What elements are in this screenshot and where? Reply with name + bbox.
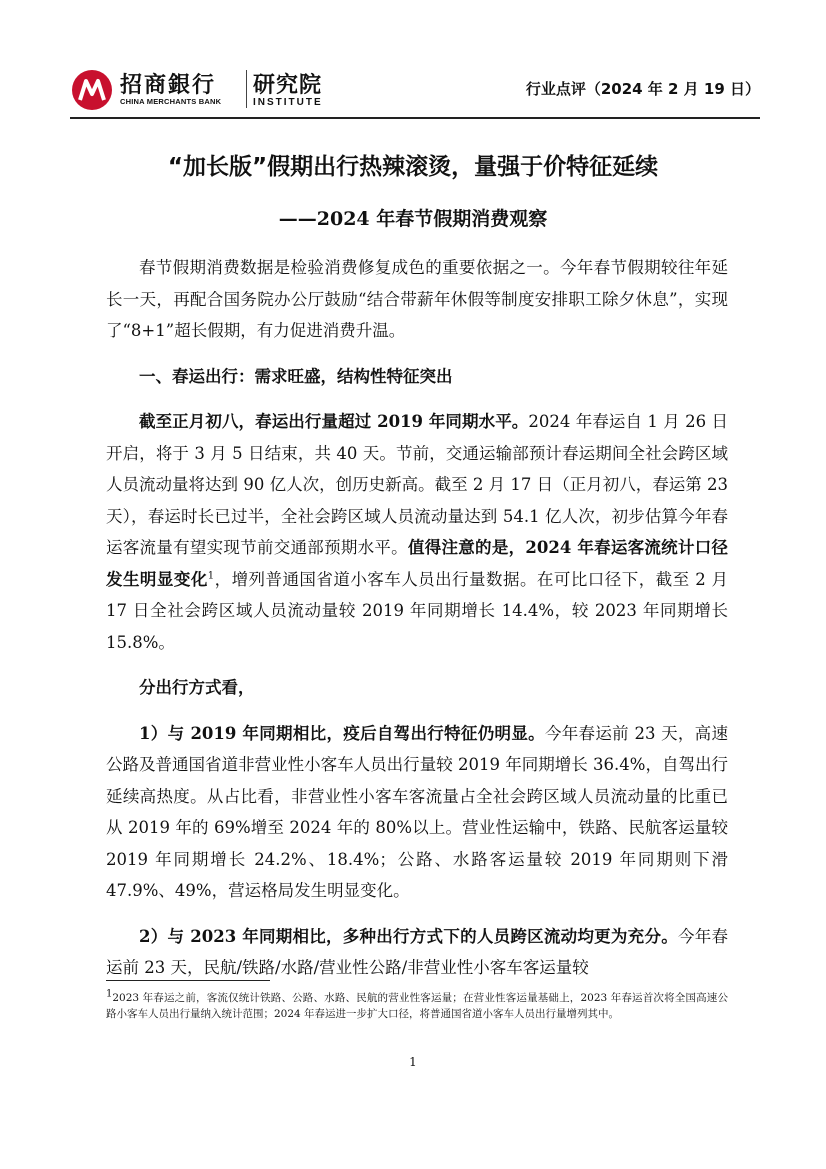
- footnote-marker: 1: [106, 988, 113, 1000]
- footnote-divider: [106, 980, 270, 981]
- cmb-logo: [70, 64, 330, 114]
- paragraph-lead: 1）与 2019 年同期相比，疫后自驾出行特征仍明显。: [139, 723, 545, 743]
- report-title: “加长版”假期出行热辣滚烫，量强于价特征延续: [167, 154, 659, 180]
- footnote-text: 2023 年春运之前，客流仅统计铁路、公路、水路、民航的营业性客运量；在营业性客运量基础上，2023 年春运首次将全国高速公路小客车人员出行量纳入统计范围；2024 年春运进一步扩大口径，将普通国省道小客车人员出行量增列其中。: [106, 992, 728, 1020]
- cmb-logo-icon: [70, 68, 114, 112]
- paragraph-text: 今年春运前 23 天，高速公路及普通国省道非营业性小客车人员出行量较 2019 年同期增长 36.4%，自驾出行延续高热度。从占比看，非营业性小客车客流量占全社会跨区域人员流动量的比重已从 2019 年的 69%增至 2024 年的 80%以上。营业性运输中，铁路、民航客运量较 2019 年同期增长 24.2%、18.4%；公路、水路客运量较 2019 年同期则下滑 47.9%、49%，营运格局发生明显变化。: [106, 723, 728, 900]
- paragraph-text: 今年春运前 23 天，民航/铁路/水路/营业性公路/非营业性小客车客运量较: [106, 926, 728, 977]
- report-body: [106, 252, 728, 984]
- logo-chinese-name: 招商銀行: [120, 73, 217, 98]
- header-rule: [70, 117, 760, 119]
- logo-english-name: CHINA MERCHANTS BANK: [120, 97, 222, 106]
- institute-chinese-name: 研究院: [253, 73, 323, 98]
- paragraph-text: 2024 年春运自 1 月 26 日开启，将于 3 月 5 日结束，共 40 天。节前，交通运输部预计春运期间全社会跨区域人员流动量将达到 90 亿人次，创历史新高。截至 2 月 17 日（正月初八，春运第 23 天），春运时长已过半，全社会跨区域人员流动量达到 54.1 亿人次，初步估算今年春运客流量有望实现节前交通部预期水平。: [106, 412, 728, 557]
- paragraph-lead: 截至正月初八，春运出行量超过 2019 年同期水平。: [139, 412, 529, 431]
- report-subtitle: ——2024 年春节假期消费观察: [278, 208, 548, 230]
- intro-paragraph: 春节假期消费数据是检验消费修复成色的重要依据之一。今年春节假期较往年延长一天，再配合国务院办公厅鼓励“结合带薪年休假等制度安排职工除夕休息”，实现了“8+1”超长假期，有力促进消费升温。: [106, 258, 728, 340]
- report-type-date: 行业点评（2024 年 2 月 19 日）: [525, 80, 760, 98]
- paragraph-lead: 2）与 2023 年同期相比，多种出行方式下的人员跨区流动均更为充分。: [139, 926, 678, 946]
- paragraph-by-mode: 分出行方式看，: [139, 678, 255, 697]
- page-number: 1: [409, 1055, 417, 1069]
- logo-divider: [246, 70, 247, 108]
- paragraph-emphasis: 值得注意的是，2024 年春运客流统计口径发生明显变化: [106, 538, 729, 589]
- paragraph-travel-volume: [106, 406, 728, 658]
- institute-english-name: INSTITUTE: [253, 97, 323, 108]
- paragraph-vs-2019: [106, 718, 728, 907]
- paragraph-text: ，增列普通国省道小客车人员出行量数据。在可比口径下，截至 2 月 17 日全社会跨区域人员流动量较 2019 年同期增长 14.4%，较 2023 年同期增长 15.8%。: [106, 569, 728, 652]
- footnote: [106, 990, 728, 1022]
- footnote-reference[interactable]: 1: [207, 570, 215, 581]
- paragraph-vs-2023: [106, 921, 728, 984]
- section-heading-1: 一、春运出行：需求旺盛，结构性特征突出: [139, 366, 453, 386]
- page-header: [70, 64, 760, 116]
